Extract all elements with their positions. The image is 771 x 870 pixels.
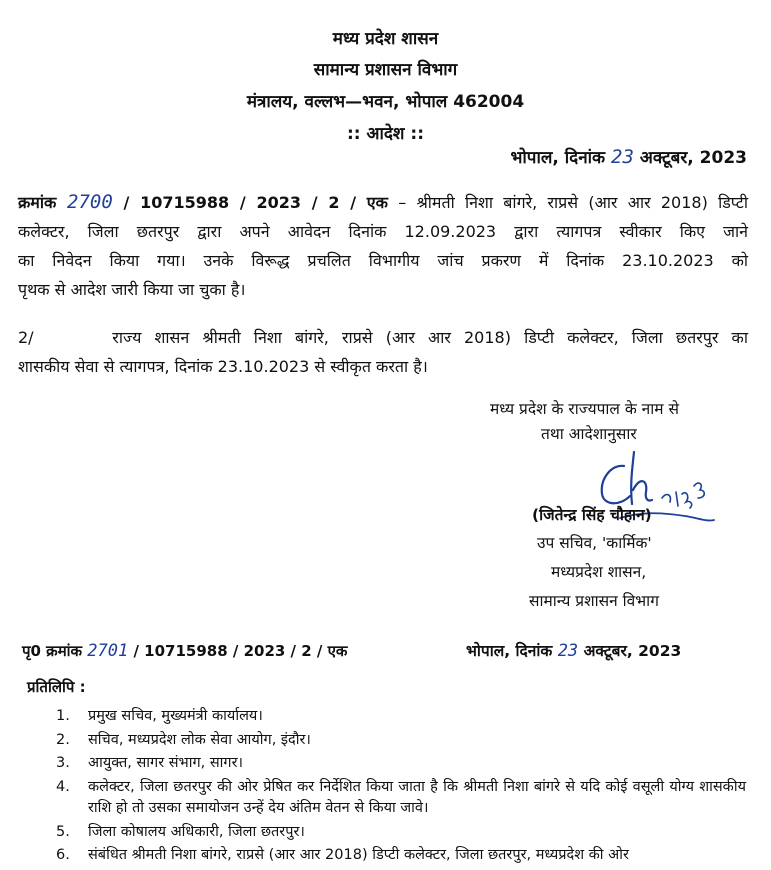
kramank-number-handwritten: 2700 (67, 191, 113, 213)
paragraph-1-line-1 (18, 188, 748, 217)
endorsement-date (466, 639, 681, 661)
list-item-text: कलेक्टर, जिला छतरपुर की ओर प्रेषित कर निर्देशित किया जाता है कि श्रीमती निशा बांगरे से यदि कोई वसूली योग्य शासकीय राशि हो तो उसका समायोजन उन्हें देय अंतिम वेतन से किया जावे। (88, 778, 746, 816)
list-item-number: 5. (56, 823, 70, 840)
endorsement-date-day-handwritten: 23 (557, 641, 579, 661)
list-item-number: 2. (56, 731, 70, 748)
copy-to-label: प्रतिलिपि : (27, 678, 86, 696)
list-item (56, 706, 746, 728)
list-item-number: 6. (56, 847, 70, 863)
date-day-handwritten: 23 (611, 146, 634, 168)
paragraph-1-line-1-text: – श्रीमती निशा बांगरे, राप्रसे (आर आर 2018) डिप्टी (387, 193, 748, 212)
department-header-line2: सामान्य प्रशासन विभाग (313, 60, 458, 80)
department-header-line1: मध्य प्रदेश शासन (332, 29, 439, 49)
kramank-reference: / 10715988 / 2023 / 2 / एक (112, 193, 388, 212)
order-paragraph-2 (18, 323, 748, 381)
signatory-office-line2: सामान्य प्रशासन विभाग (529, 592, 659, 610)
date-prefix: भोपाल, दिनांक (510, 148, 612, 168)
list-item-number: 1. (56, 708, 70, 724)
paragraph-1-line-4: पृथक से आदेश जारी किया जा चुका है। (18, 280, 246, 299)
paragraph-2-line-2: शासकीय सेवा से त्यागपत्र, दिनांक 23.10.2023 से स्वीकृत करता है। (18, 357, 428, 376)
endorsement-date-prefix: भोपाल, दिनांक (466, 642, 558, 660)
list-item-number: 3. (56, 755, 70, 771)
governor-authority-line2: तथा आदेशानुसार (541, 425, 637, 443)
order-date (510, 145, 747, 168)
endorsement-reference (22, 641, 347, 661)
order-paragraph-1 (18, 188, 748, 304)
paragraph-2-number: 2/ (18, 328, 34, 347)
list-item (56, 845, 746, 867)
list-item (56, 730, 746, 752)
endorsement-number-handwritten: 2701 (87, 641, 129, 661)
paragraph-2-line-1 (18, 323, 748, 352)
list-item-text: प्रमुख सचिव, मुख्यमंत्री कार्यालय। (88, 708, 263, 724)
order-title: :: आदेश :: (347, 124, 424, 144)
paragraph-1-line-3: का निवेदन किया गया। उनके विरूद्ध प्रचलित विभागीय जांच प्रकरण में दिनांक 23.10.2023 को (18, 251, 748, 270)
list-item-number: 4. (56, 778, 70, 795)
list-item-text: आयुक्त, सागर संभाग, सागर। (88, 755, 244, 771)
endorsement-date-suffix: अक्टूबर, 2023 (578, 642, 682, 660)
list-item (56, 777, 746, 820)
signatory-name: (जितेन्द्र सिंह चौहान) (532, 506, 652, 524)
list-item-text: सचिव, मध्यप्रदेश लोक सेवा आयोग, इंदौर। (88, 731, 311, 748)
date-suffix: अक्टूबर, 2023 (633, 148, 747, 168)
endorsement-ref: / 10715988 / 2023 / 2 / एक (128, 642, 348, 660)
list-item (56, 753, 746, 775)
signatory-designation: उप सचिव, 'कार्मिक' (537, 534, 652, 552)
list-item-text: संबंधित श्रीमती निशा बांगरे, राप्रसे (आर आर 2018) डिप्टी कलेक्टर, जिला छतरपुर, मध्यप्रदेश की ओर (88, 847, 629, 863)
department-address: मंत्रालय, वल्लभ—भवन, भोपाल 462004 (246, 92, 525, 112)
endorsement-prefix: पृ0 क्रमांक (22, 642, 88, 660)
list-item (56, 822, 746, 844)
paragraph-2-line-1-text: राज्य शासन श्रीमती निशा बांगरे, राप्रसे (आर आर 2018) डिप्टी कलेक्टर, जिला छतरपुर का (112, 328, 748, 347)
copy-to-list (56, 706, 746, 867)
kramank-label: क्रमांक (18, 193, 68, 212)
signatory-office-line1: मध्यप्रदेश शासन, (551, 563, 647, 581)
governor-authority-line1: मध्य प्रदेश के राज्यपाल के नाम से (490, 400, 679, 418)
paragraph-1-line-2: कलेक्टर, जिला छतरपुर द्वारा अपने आवेदन दिनांक 12.09.2023 द्वारा त्यागपत्र स्वीकार किए जाने (18, 222, 748, 241)
list-item-text: जिला कोषालय अधिकारी, जिला छतरपुर। (88, 823, 305, 840)
